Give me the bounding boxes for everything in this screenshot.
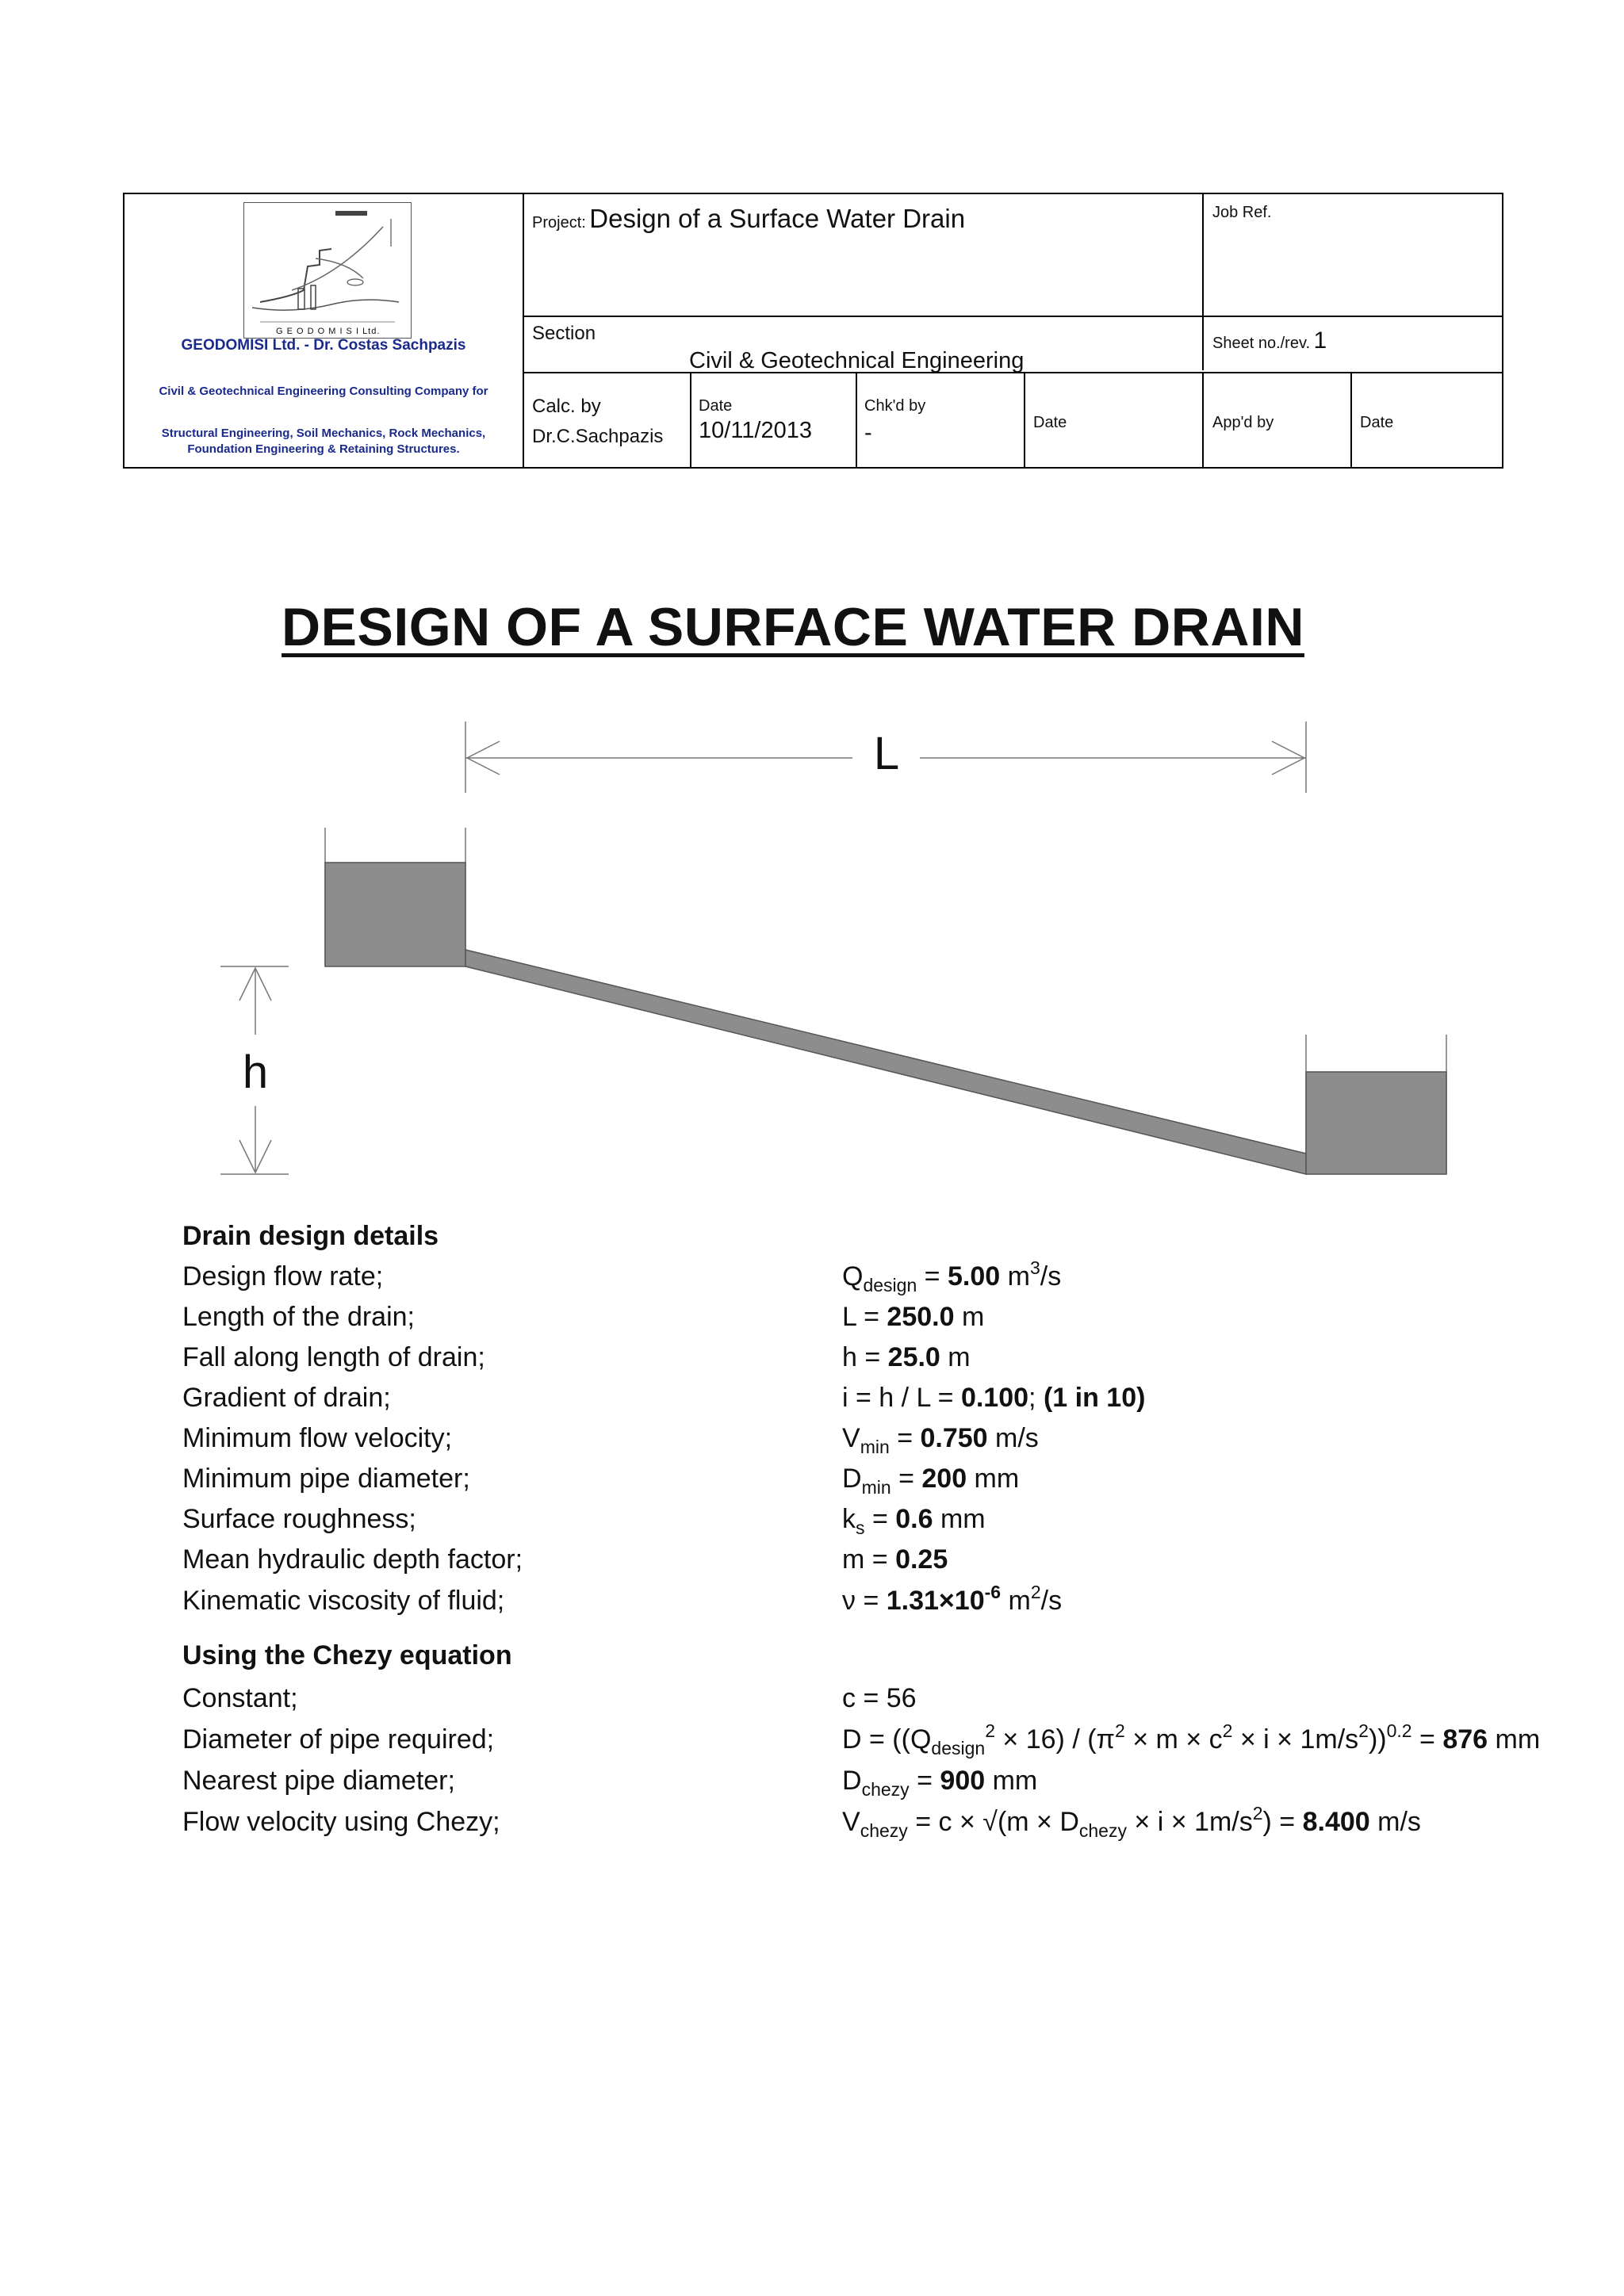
subscript: chezy bbox=[861, 1779, 910, 1800]
param-label: Surface roughness; bbox=[182, 1504, 416, 1534]
value: 8.400 bbox=[1302, 1807, 1370, 1837]
unit: /s bbox=[1040, 1586, 1063, 1616]
symbol: D bbox=[842, 1464, 862, 1494]
value: 900 bbox=[940, 1766, 986, 1796]
downstream-chamber bbox=[1306, 1072, 1446, 1174]
unit: mm bbox=[1488, 1724, 1541, 1755]
sheet-value: 1 bbox=[1313, 327, 1327, 354]
sheet-field bbox=[1212, 327, 1327, 354]
length-label: L bbox=[873, 728, 900, 779]
equals: ) = bbox=[1262, 1807, 1303, 1837]
param-value-vmin bbox=[842, 1423, 1039, 1457]
expr: = c × √(m × D bbox=[907, 1807, 1079, 1837]
symbol: V bbox=[842, 1807, 860, 1837]
exponent: -6 bbox=[984, 1582, 1002, 1602]
param-label: Fall along length of drain; bbox=[182, 1342, 485, 1372]
expr: L = bbox=[842, 1302, 887, 1332]
value: 0.25 bbox=[895, 1544, 948, 1575]
equals: = bbox=[909, 1766, 940, 1796]
param-value-constant: c = 56 bbox=[842, 1683, 917, 1713]
superscript: 2 bbox=[1358, 1720, 1369, 1741]
value: 200 bbox=[921, 1464, 967, 1494]
param-label: Length of the drain; bbox=[182, 1302, 416, 1332]
section-heading: Using the Chezy equation bbox=[182, 1640, 512, 1670]
value: 876 bbox=[1442, 1724, 1488, 1755]
equals: = bbox=[917, 1261, 948, 1292]
equals: = bbox=[891, 1464, 922, 1494]
param-value-roughness bbox=[842, 1504, 986, 1538]
section-heading: Drain design details bbox=[182, 1221, 439, 1251]
title-block bbox=[123, 193, 1503, 469]
param-label: Flow velocity using Chezy; bbox=[182, 1807, 500, 1837]
approved-by-label: App'd by bbox=[1212, 414, 1274, 431]
unit: m/s bbox=[987, 1423, 1039, 1453]
superscript: 2 bbox=[1115, 1720, 1125, 1741]
symbol: k bbox=[842, 1504, 856, 1534]
section-value: Civil & Geotechnical Engineering bbox=[689, 348, 1025, 373]
upstream-chamber bbox=[325, 863, 465, 966]
param-label: Kinematic viscosity of fluid; bbox=[182, 1586, 505, 1616]
param-value-flow-velocity bbox=[842, 1803, 1421, 1841]
symbol: Q bbox=[842, 1261, 864, 1292]
divider bbox=[1202, 194, 1204, 370]
value: 0.750 bbox=[920, 1423, 988, 1453]
checked-by-value: - bbox=[864, 420, 872, 446]
company-name: GEODOMISI Ltd. - Dr. Costas Sachpazis bbox=[181, 337, 466, 354]
equals: = bbox=[856, 1586, 887, 1616]
unit: /s bbox=[1040, 1261, 1062, 1292]
company-tagline: Civil & Geotechnical Engineering Consulting Company for bbox=[159, 385, 488, 398]
calc-by-label: Calc. by bbox=[532, 396, 601, 417]
param-value-m bbox=[842, 1544, 948, 1575]
superscript: 2 bbox=[1222, 1720, 1233, 1741]
expr: h = bbox=[842, 1342, 888, 1372]
divider bbox=[523, 194, 524, 467]
calc-by-value: Dr.C.Sachpazis bbox=[532, 426, 664, 447]
subscript: min bbox=[860, 1437, 890, 1457]
param-label: Nearest pipe diameter; bbox=[182, 1766, 455, 1796]
value: 250.0 bbox=[887, 1302, 955, 1332]
sheet-label: Sheet no./rev. bbox=[1212, 335, 1311, 352]
subscript: s bbox=[856, 1517, 865, 1538]
param-value-viscosity bbox=[842, 1582, 1063, 1617]
logo-drawing bbox=[244, 203, 411, 338]
project-label: Project: bbox=[532, 214, 586, 232]
param-label: Gradient of drain; bbox=[182, 1383, 391, 1413]
equals: = bbox=[889, 1423, 921, 1453]
value: (1 in 10) bbox=[1043, 1383, 1146, 1413]
unit: mm bbox=[985, 1766, 1038, 1796]
logo-caption: G E O D O M I S I Ltd. bbox=[276, 327, 381, 336]
unit: m/s bbox=[1369, 1807, 1421, 1837]
value: 25.0 bbox=[887, 1342, 940, 1372]
height-label: h bbox=[242, 1047, 269, 1098]
param-label: Minimum pipe diameter; bbox=[182, 1464, 470, 1494]
superscript: 2 bbox=[1252, 1803, 1263, 1823]
param-value-nearest-diameter bbox=[842, 1766, 1038, 1800]
divider bbox=[1024, 372, 1025, 467]
divider bbox=[523, 316, 1502, 317]
project-value: Design of a Surface Water Drain bbox=[589, 204, 966, 233]
unit: m bbox=[1001, 1586, 1031, 1616]
company-tagline: Structural Engineering, Soil Mechanics, Rock Mechanics, bbox=[161, 427, 486, 440]
subscript: min bbox=[861, 1477, 891, 1498]
equals: = bbox=[864, 1504, 896, 1534]
divider bbox=[1202, 372, 1204, 467]
param-value-length bbox=[842, 1302, 984, 1333]
company-tagline: Foundation Engineering & Retaining Structures. bbox=[187, 442, 460, 456]
param-label: Design flow rate; bbox=[182, 1261, 384, 1292]
subscript: chezy bbox=[860, 1820, 908, 1841]
expr: m = bbox=[842, 1544, 896, 1575]
value: 0.6 bbox=[895, 1504, 933, 1534]
date-label: Date bbox=[1033, 414, 1067, 431]
param-label: Mean hydraulic depth factor; bbox=[182, 1544, 523, 1575]
param-value-gradient bbox=[842, 1383, 1145, 1414]
project-field bbox=[532, 204, 965, 234]
param-value-dmin bbox=[842, 1464, 1020, 1498]
unit: mm bbox=[933, 1504, 986, 1534]
date-value: 10/11/2013 bbox=[699, 418, 812, 443]
company-logo bbox=[243, 202, 412, 339]
superscript: 2 bbox=[1030, 1582, 1041, 1602]
unit: m bbox=[954, 1302, 985, 1332]
symbol: V bbox=[842, 1423, 860, 1453]
date-label: Date bbox=[699, 397, 733, 415]
superscript: 2 bbox=[985, 1720, 995, 1741]
checked-by-label: Chk'd by bbox=[864, 397, 926, 415]
equals: = bbox=[1411, 1724, 1443, 1755]
symbol: ν bbox=[842, 1586, 856, 1616]
param-value-diameter-required bbox=[842, 1720, 1541, 1758]
expr: × 16) / (π bbox=[994, 1724, 1115, 1755]
expr: × i × 1m/s bbox=[1232, 1724, 1359, 1755]
unit: m bbox=[940, 1342, 971, 1372]
expr: i = h / L = bbox=[842, 1383, 961, 1413]
expr: × m × c bbox=[1124, 1724, 1223, 1755]
unit: mm bbox=[967, 1464, 1020, 1494]
param-label: Minimum flow velocity; bbox=[182, 1423, 453, 1453]
subscript: chezy bbox=[1078, 1820, 1127, 1841]
divider bbox=[690, 372, 691, 467]
divider bbox=[1350, 372, 1352, 467]
subscript: design bbox=[863, 1275, 917, 1295]
value: 5.00 bbox=[947, 1261, 1001, 1292]
expr: D = ((Q bbox=[842, 1724, 932, 1755]
expr: × i × 1m/s bbox=[1126, 1807, 1253, 1837]
drain-pipe bbox=[465, 950, 1306, 1174]
expr: )) bbox=[1368, 1724, 1387, 1755]
param-value-fall bbox=[842, 1342, 971, 1373]
symbol: D bbox=[842, 1766, 862, 1796]
superscript: 0.2 bbox=[1386, 1720, 1412, 1741]
param-value-q-design bbox=[842, 1257, 1062, 1295]
section-label: Section bbox=[532, 323, 596, 344]
job-ref-label: Job Ref. bbox=[1212, 204, 1272, 221]
drain-diagram bbox=[0, 698, 1624, 1189]
document-title: DESIGN OF A SURFACE WATER DRAIN bbox=[282, 597, 1304, 657]
superscript: 3 bbox=[1029, 1257, 1040, 1278]
param-label: Constant; bbox=[182, 1683, 298, 1713]
value: 1.31×10 bbox=[886, 1586, 985, 1616]
param-label: Diameter of pipe required; bbox=[182, 1724, 495, 1755]
divider bbox=[856, 372, 857, 467]
subscript: design bbox=[931, 1738, 986, 1758]
value: 0.100 bbox=[960, 1383, 1029, 1413]
unit: m bbox=[1000, 1261, 1030, 1292]
date-label: Date bbox=[1360, 414, 1394, 431]
separator: ; bbox=[1028, 1383, 1044, 1413]
